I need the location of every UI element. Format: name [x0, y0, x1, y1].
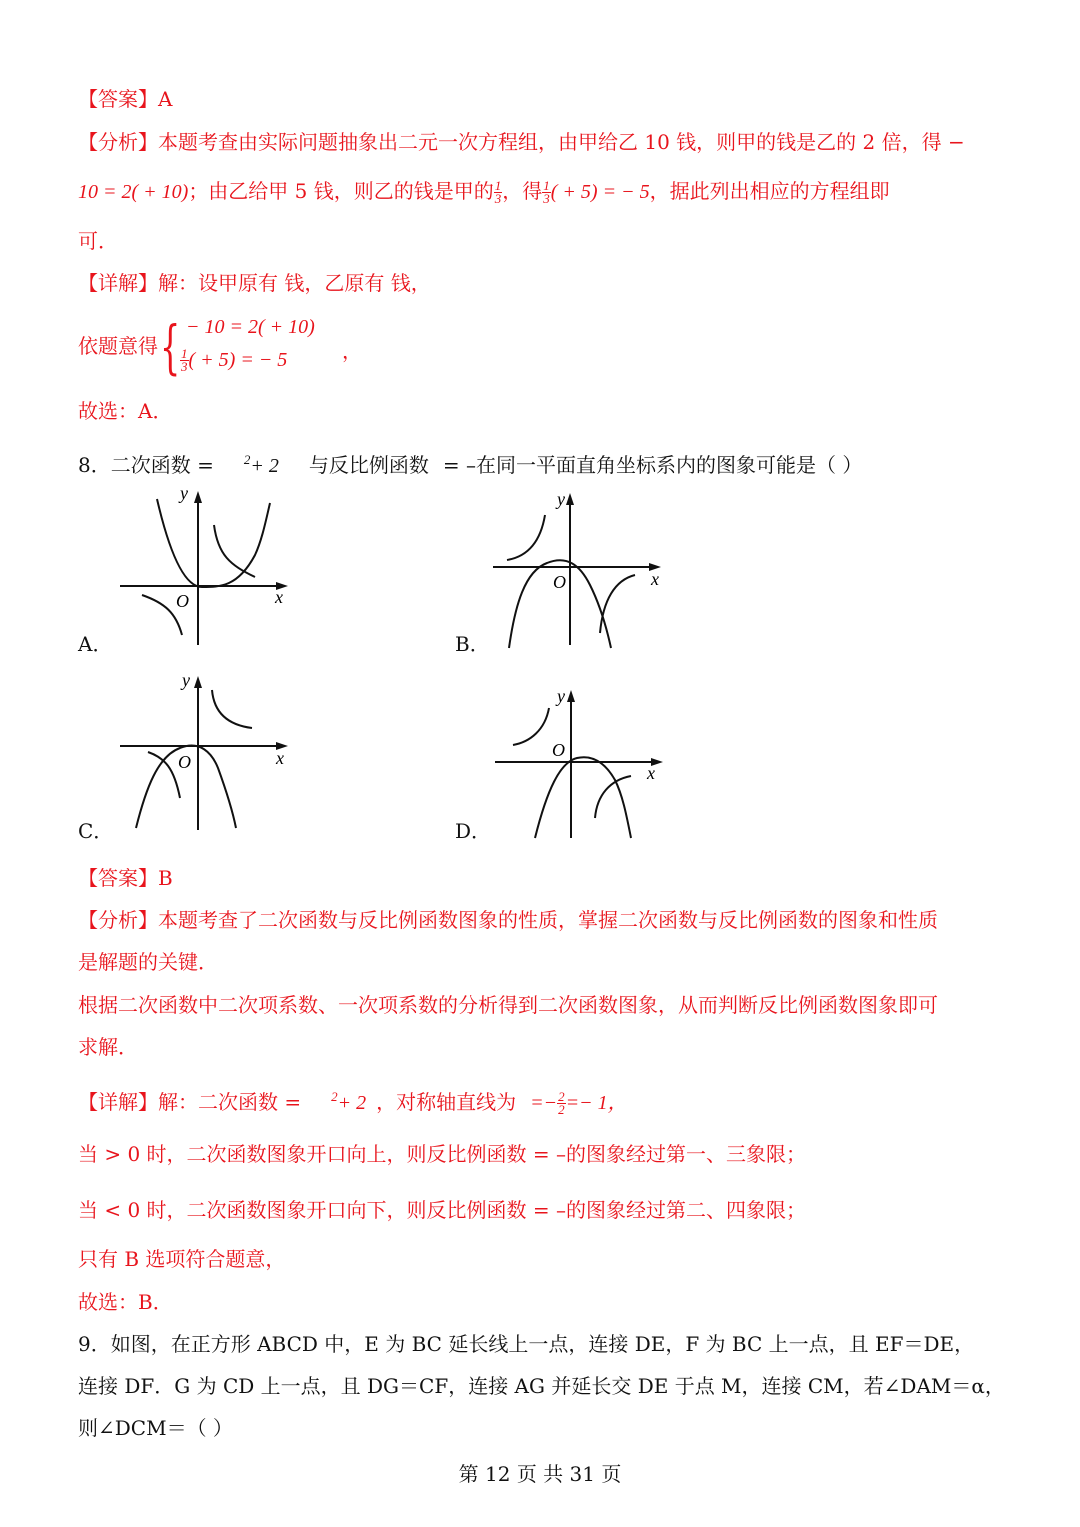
system-comma: ， [342, 339, 362, 363]
graph-d-hyperbola-1 [513, 708, 549, 745]
question-8-stem: 8．二次函数 = $^2$+ 2 与反比例函数 = –在同一平面直角坐标系内的图象可能是（ ） [78, 452, 863, 477]
system-eq-2: $\frac{1}{3}$ ( + 5) = − 5 [181, 346, 288, 374]
system-eq-1: − 10 = 2( + 10) [186, 316, 315, 338]
detail2-line: 【详解】解：二次函数 = $^2$+ 2 ，对称轴直线为 =− $\frac{2}{2}$ =− 1， [78, 1089, 628, 1117]
choose-2: 故选：B． [78, 1290, 173, 1314]
system-prefix: 依题意得 [78, 334, 158, 358]
only-b: 只有 B 选项符合题意， [78, 1247, 286, 1271]
graph-d-y-arrow [567, 690, 575, 702]
graph-c-hyperbola-1 [212, 690, 252, 728]
analysis-text-1: ；由乙给甲 5 钱，则乙的钱是甲的 [188, 179, 494, 203]
graph-c [110, 668, 300, 838]
graph-a-origin: O [176, 591, 189, 611]
option-d-label: D． [455, 819, 492, 843]
case-1: 当 > 0 时，二次函数图象开口向上，则反比例函数 = –的图象经过第一、三象限； [78, 1142, 807, 1166]
system-frac: $\frac{1}{3}$ [181, 346, 188, 374]
graph-b-origin: O [553, 572, 566, 592]
graph-c-y-label: y [182, 670, 190, 690]
graph-c-origin: O [178, 752, 191, 772]
graph-c-y-arrow [194, 676, 202, 688]
graph-c-x-label: x [276, 748, 284, 768]
graph-b-y-arrow [566, 493, 574, 505]
analysis2-line-1: 【分析】本题考查了二次函数与反比例函数图象的性质，掌握二次函数与反比例函数的图象和性质 [78, 908, 938, 932]
graph-b-x-label: x [651, 569, 659, 589]
option-c-label: C． [78, 819, 114, 843]
graph-b-hyperbola-1 [507, 515, 545, 560]
case-2: 当 < 0 时，二次函数图象开口向下，则反比例函数 = –的图象经过第二、四象限； [78, 1198, 807, 1222]
graph-a-hyperbola-1 [214, 525, 255, 577]
graph-d-x-label: x [647, 763, 655, 783]
analysis-eq-2: ( + 5) = − 5 [550, 181, 650, 203]
graph-b-y-label: y [557, 489, 565, 509]
analysis-line-3: 可． [78, 229, 118, 253]
question-9-line-3: 则∠DCM＝（ ） [78, 1416, 233, 1440]
graph-a-y-label: y [180, 485, 188, 503]
analysis-frac-2: $\frac{1}{3}$ [543, 178, 550, 206]
graph-a-parabola [157, 499, 270, 587]
answer-label-1: 【答案】A [78, 87, 173, 111]
graph-b [485, 485, 675, 655]
page-footer: 第 12 页 共 31 页 [458, 1462, 622, 1486]
analysis-line-2 [78, 178, 890, 205]
graph-d-origin: O [552, 740, 565, 760]
analysis-frac-1: $\frac{1}{3}$ [494, 178, 502, 206]
analysis2-line-2: 是解题的关键． [78, 950, 218, 974]
analysis-eq-1: 10 = 2( + 10) [78, 181, 189, 203]
option-a-label: A． [78, 632, 113, 656]
analysis2-line-3: 根据二次函数中二次项系数、一次项系数的分析得到二次函数图象，从而判断反比例函数图象即可 [78, 993, 938, 1017]
analysis-text-2: ，得 [502, 179, 543, 203]
detail-line-1: 【详解】解：设甲原有 钱，乙原有 钱， [78, 271, 431, 295]
analysis-text-3: ，据此列出相应的方程组即 [649, 179, 890, 203]
graph-d [485, 680, 675, 850]
detail2-frac: $\frac{2}{2}$ [558, 1089, 565, 1117]
analysis2-line-4: 求解． [78, 1035, 138, 1059]
graph-d-parabola [535, 757, 631, 838]
question-9-line-1: 9．如图，在正方形 ABCD 中，E 为 BC 延长线上一点，连接 DE，F 为 BC 上一点，且 EF＝DE， [78, 1332, 975, 1356]
option-b-label: B． [455, 632, 490, 656]
graph-a-x-label: x [275, 587, 283, 607]
graph-a [110, 485, 300, 655]
question-9-line-2: 连接 DF．G 为 CD 上一点，且 DG＝CF，连接 AG 并延长交 DE 于点 M，连接 CM，若∠DAM＝α， [78, 1374, 1005, 1398]
answer-label-2: 【答案】B [78, 866, 173, 890]
system-brace: { [160, 313, 181, 381]
graph-d-y-label: y [557, 686, 565, 706]
analysis-line-1: 【分析】本题考查由实际问题抽象出二元一次方程组，由甲给乙 10 钱，则甲的钱是乙的 2 倍，得 − [78, 130, 965, 154]
graph-a-y-arrow [194, 491, 202, 503]
choose-1: 故选：A． [78, 399, 173, 423]
